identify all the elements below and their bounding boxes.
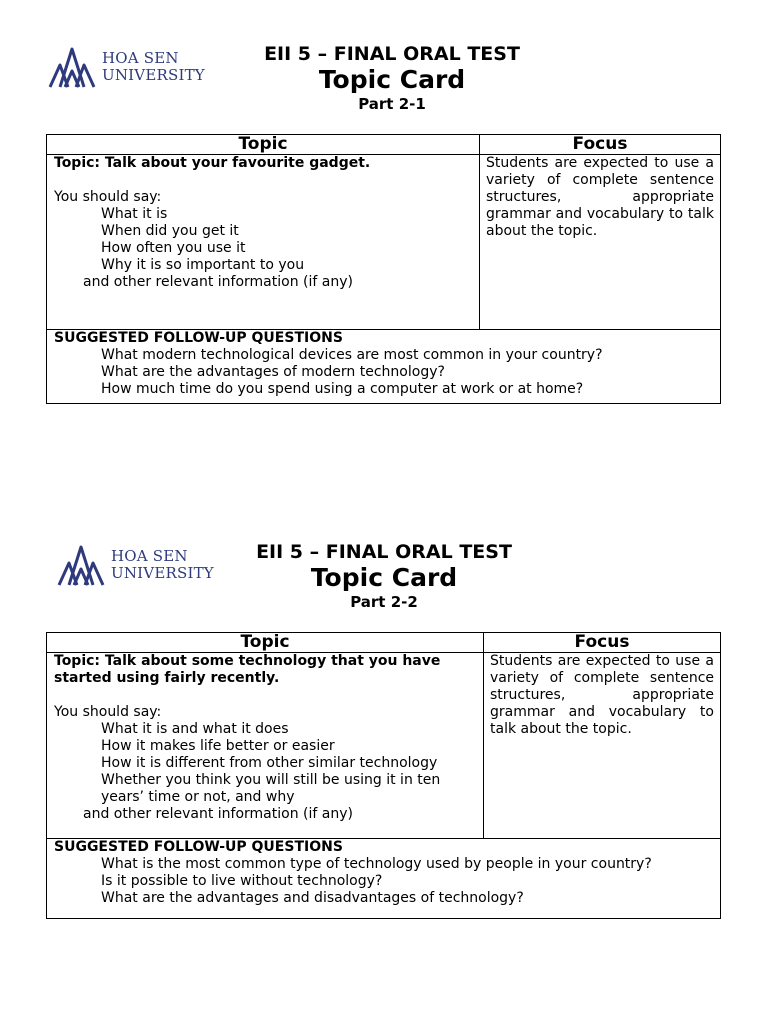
followup-question: What is the most common type of technology used by people in your country? [101, 856, 652, 872]
hoa-sen-logo-icon [48, 45, 96, 89]
hoa-sen-logo-icon [57, 543, 105, 587]
list-item: How it is different from other similar technology [101, 755, 438, 771]
card-title: Topic Card [310, 563, 458, 592]
focus-column-header: Focus [480, 135, 721, 155]
followup-question: What are the advantages and disadvantages of technology? [101, 890, 524, 906]
logo-line-1: HOA SEN [102, 49, 179, 67]
test-title: EII 5 – FINAL ORAL TEST [256, 541, 512, 563]
should-say-label: You should say: [54, 704, 162, 720]
topic-column-header: Topic [47, 633, 484, 653]
followup-question: What modern technological devices are most common in your country? [101, 347, 603, 363]
list-item: When did you get it [101, 223, 239, 239]
topic-heading: Topic: Talk about your favourite gadget. [54, 155, 371, 171]
list-item: Whether you think you will still be using it in ten years’ time or not, and why [101, 772, 441, 805]
other-info: and other relevant information (if any) [83, 274, 353, 290]
followup-heading: SUGGESTED FOLLOW-UP QUESTIONS [54, 839, 343, 855]
topic-cell [47, 653, 484, 839]
focus-cell [480, 155, 721, 330]
card-title: Topic Card [318, 65, 466, 94]
focus-column-header: Focus [484, 633, 721, 653]
part-label: Part 2-2 [350, 593, 418, 611]
logo-line-2: UNIVERSITY [102, 66, 205, 84]
part-label: Part 2-1 [358, 95, 426, 113]
topic-table [46, 632, 721, 919]
list-item: Why it is so important to you [101, 257, 305, 273]
list-item: How often you use it [101, 240, 246, 256]
topic-cell [47, 155, 480, 330]
card-heading [232, 43, 552, 114]
topic-table [46, 134, 721, 404]
followup-cell [47, 330, 721, 404]
followup-heading: SUGGESTED FOLLOW-UP QUESTIONS [54, 330, 343, 346]
card-heading [224, 541, 544, 612]
list-item: How it makes life better or easier [101, 738, 335, 754]
logo-line-1: HOA SEN [111, 547, 188, 565]
list-item: What it is and what it does [101, 721, 289, 737]
logo-line-2: UNIVERSITY [111, 564, 214, 582]
topic-column-header: Topic [47, 135, 480, 155]
focus-text: Students are expected to use a variety of complete sentence structures, appropriate grammar and vocabulary to talk about the topic. [486, 155, 714, 239]
focus-text: Students are expected to use a variety of complete sentence structures, appropriate grammar and vocabulary to talk about the topic. [490, 653, 714, 737]
followup-question: How much time do you spend using a computer at work or at home? [101, 381, 584, 397]
test-title: EII 5 – FINAL ORAL TEST [264, 43, 520, 65]
followup-question: Is it possible to live without technology? [101, 873, 383, 889]
university-logo [48, 45, 205, 89]
should-say-label: You should say: [54, 189, 162, 205]
focus-cell [484, 653, 721, 839]
followup-cell [47, 839, 721, 919]
followup-question: What are the advantages of modern technology? [101, 364, 445, 380]
topic-heading: Topic: Talk about some technology that you have started using fairly recently. [54, 653, 441, 686]
other-info: and other relevant information (if any) [83, 806, 353, 822]
list-item: What it is [101, 206, 168, 222]
university-logo [57, 543, 214, 587]
